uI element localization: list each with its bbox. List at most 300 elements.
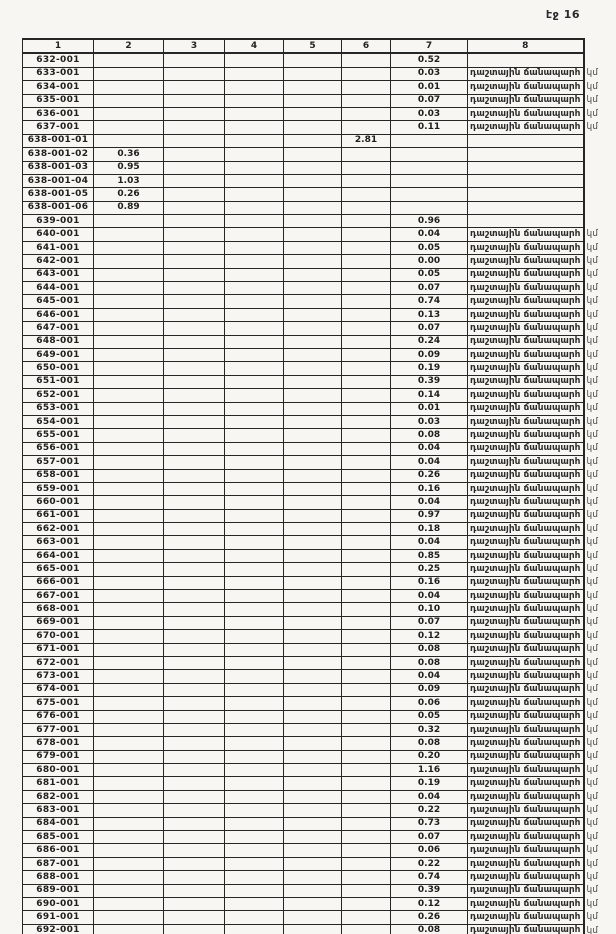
cell-col2 (94, 268, 164, 281)
cell-land-type: դաշտային ճանապարհ (468, 496, 584, 509)
cell-col4 (225, 670, 284, 683)
cell-parcel-id: 675-001 (23, 697, 94, 710)
cell-col7: 0.74 (391, 871, 468, 884)
cell-land-type: դաշտային ճանապարհ (468, 268, 584, 281)
cell-land-type: դաշտային ճանապարհ (468, 322, 584, 335)
cell-col3 (164, 616, 225, 629)
cell-col4 (225, 348, 284, 361)
cell-col4 (225, 67, 284, 80)
cell-col6 (342, 576, 391, 589)
cell-land-type: դաշտային ճանապարհ (468, 121, 584, 134)
cell-col7: 0.04 (391, 670, 468, 683)
cell-parcel-id: 664-001 (23, 549, 94, 562)
cell-parcel-id: 686-001 (23, 844, 94, 857)
cell-land-type: դաշտային ճանապարհ (468, 831, 584, 844)
cell-land-type: դաշտային ճանապարհ (468, 362, 584, 375)
table-row (23, 590, 610, 603)
cell-parcel-id: 634-001 (23, 81, 94, 94)
cell-col3 (164, 576, 225, 589)
cell-col7: 0.09 (391, 348, 468, 361)
cell-col4 (225, 777, 284, 790)
cell-unit (584, 215, 610, 228)
cell-unit: կմ (586, 871, 598, 882)
cell-land-type: դաշտային ճանապարհ (468, 429, 584, 442)
cell-col2 (94, 603, 164, 616)
cell-col3 (164, 389, 225, 402)
cell-unit: կմ (586, 416, 598, 427)
cell-col6 (342, 81, 391, 94)
cell-parcel-id: 673-001 (23, 670, 94, 683)
cell-unit: կմ (586, 443, 598, 454)
cell-parcel-id: 654-001 (23, 415, 94, 428)
cell-col5 (284, 94, 342, 107)
cell-col5 (284, 255, 342, 268)
cell-parcel-id: 646-001 (23, 308, 94, 321)
cell-unit: կմ (586, 885, 598, 896)
cell-col3 (164, 536, 225, 549)
cell-col7: 0.96 (391, 215, 468, 228)
cell-parcel-id: 681-001 (23, 777, 94, 790)
cell-land-type: դաշտային ճանապարհ (468, 549, 584, 562)
cell-land-type: դաշտային ճանապարհ (468, 817, 584, 830)
table-row (23, 121, 610, 134)
table-row (23, 53, 610, 67)
cell-parcel-id: 643-001 (23, 268, 94, 281)
cell-unit: կմ (586, 95, 598, 106)
cell-col3 (164, 764, 225, 777)
cell-land-type: դաշտային ճանապարհ (468, 750, 584, 763)
cell-land-type: դաշտային ճանապարհ (468, 804, 584, 817)
table-body (23, 53, 610, 934)
cell-col3 (164, 857, 225, 870)
cell-col4 (225, 241, 284, 254)
cell-col6 (342, 670, 391, 683)
cell-col2 (94, 790, 164, 803)
cell-unit: կմ (586, 496, 598, 507)
cell-parcel-id: 679-001 (23, 750, 94, 763)
cell-col7: 0.03 (391, 415, 468, 428)
cell-unit: կմ (586, 831, 598, 842)
cell-col6 (342, 482, 391, 495)
cell-col4 (225, 308, 284, 321)
cell-col5 (284, 670, 342, 683)
cell-col7: 0.52 (391, 53, 468, 67)
table-row (23, 148, 610, 161)
cell-col6 (342, 536, 391, 549)
cell-parcel-id: 651-001 (23, 375, 94, 388)
table-row (23, 107, 610, 120)
cell-parcel-id: 683-001 (23, 804, 94, 817)
cell-col3 (164, 656, 225, 669)
cell-parcel-id: 662-001 (23, 523, 94, 536)
cell-col7: 0.24 (391, 335, 468, 348)
cell-unit: կմ (586, 818, 598, 829)
cell-col6 (342, 215, 391, 228)
cell-unit: կմ (586, 912, 598, 923)
cell-land-type: դաշտային ճանապարհ (468, 295, 584, 308)
cell-col6 (342, 67, 391, 80)
cell-col5 (284, 616, 342, 629)
cell-col6 (342, 201, 391, 214)
cell-unit (584, 161, 610, 174)
cell-col4 (225, 482, 284, 495)
table-row (23, 683, 610, 696)
table-row (23, 255, 610, 268)
cell-col2 (94, 53, 164, 67)
cell-unit: կմ (586, 684, 598, 695)
cell-col3 (164, 442, 225, 455)
table-row (23, 456, 610, 469)
cell-unit: կմ (586, 644, 598, 655)
cell-col2 (94, 643, 164, 656)
cell-col3 (164, 268, 225, 281)
table-row (23, 496, 610, 509)
table-row (23, 777, 610, 790)
cell-col2 (94, 549, 164, 562)
table-row (23, 924, 610, 934)
cell-unit: կմ (586, 309, 598, 320)
cell-parcel-id: 685-001 (23, 831, 94, 844)
cell-col5 (284, 898, 342, 911)
cell-col6 (342, 549, 391, 562)
parcel-table (22, 38, 610, 934)
cell-unit: կմ (586, 523, 598, 534)
cell-col2: 0.95 (94, 161, 164, 174)
cell-col6 (342, 509, 391, 522)
cell-col4 (225, 764, 284, 777)
cell-col7 (391, 148, 468, 161)
cell-col2 (94, 523, 164, 536)
cell-col3 (164, 429, 225, 442)
cell-col3 (164, 67, 225, 80)
cell-col4 (225, 523, 284, 536)
cell-col3 (164, 308, 225, 321)
cell-parcel-id: 653-001 (23, 402, 94, 415)
cell-land-type (468, 148, 584, 161)
cell-col6 (342, 817, 391, 830)
table-row (23, 375, 610, 388)
cell-land-type: դաշտային ճանապարհ (468, 643, 584, 656)
cell-col5 (284, 415, 342, 428)
cell-land-type: դաշտային ճանապարհ (468, 630, 584, 643)
cell-land-type: դաշտային ճանապարհ (468, 509, 584, 522)
cell-land-type: դաշտային ճանապարհ (468, 911, 584, 924)
cell-col3 (164, 362, 225, 375)
cell-parcel-id: 665-001 (23, 563, 94, 576)
cell-col5 (284, 831, 342, 844)
cell-land-type: դաշտային ճանապարհ (468, 348, 584, 361)
cell-col4 (225, 161, 284, 174)
cell-col5 (284, 804, 342, 817)
cell-col3 (164, 630, 225, 643)
cell-col2 (94, 817, 164, 830)
cell-land-type: դաշտային ճանապարհ (468, 81, 584, 94)
cell-col7: 0.04 (391, 228, 468, 241)
cell-col6 (342, 121, 391, 134)
cell-col7: 0.14 (391, 389, 468, 402)
table-row (23, 710, 610, 723)
cell-col4 (225, 81, 284, 94)
cell-col4 (225, 817, 284, 830)
cell-land-type: դաշտային ճանապարհ (468, 523, 584, 536)
cell-col4 (225, 402, 284, 415)
cell-unit: կմ (586, 349, 598, 360)
table-row (23, 630, 610, 643)
table-row (23, 268, 610, 281)
cell-col3 (164, 348, 225, 361)
table-row (23, 362, 610, 375)
cell-col4 (225, 295, 284, 308)
table-row (23, 817, 610, 830)
cell-col5 (284, 643, 342, 656)
cell-col3 (164, 817, 225, 830)
cell-col3 (164, 643, 225, 656)
cell-col3 (164, 94, 225, 107)
cell-col6 (342, 295, 391, 308)
cell-col3 (164, 375, 225, 388)
cell-parcel-id: 661-001 (23, 509, 94, 522)
cell-parcel-id: 672-001 (23, 656, 94, 669)
cell-land-type (468, 53, 584, 67)
cell-col5 (284, 576, 342, 589)
cell-col6 (342, 322, 391, 335)
cell-land-type: դաշտային ճանապարհ (468, 228, 584, 241)
cell-col2 (94, 710, 164, 723)
cell-land-type: դաշտային ճանապարհ (468, 924, 584, 934)
cell-col3 (164, 697, 225, 710)
cell-land-type (468, 161, 584, 174)
cell-col6 (342, 496, 391, 509)
cell-col5 (284, 790, 342, 803)
cell-col5 (284, 148, 342, 161)
cell-col6 (342, 656, 391, 669)
cell-land-type: դաշտային ճանապարհ (468, 482, 584, 495)
cell-col5 (284, 683, 342, 696)
cell-col4 (225, 335, 284, 348)
cell-col6 (342, 415, 391, 428)
cell-col5 (284, 389, 342, 402)
cell-col6 (342, 389, 391, 402)
cell-col2 (94, 469, 164, 482)
cell-col6 (342, 683, 391, 696)
table-row (23, 737, 610, 750)
cell-col2 (94, 456, 164, 469)
cell-col5 (284, 174, 342, 187)
cell-col5 (284, 53, 342, 67)
cell-land-type: դաշտային ճանապարհ (468, 616, 584, 629)
cell-col6 (342, 871, 391, 884)
cell-col4 (225, 630, 284, 643)
cell-col7: 0.12 (391, 630, 468, 643)
cell-land-type: դաշտային ճանապարհ (468, 563, 584, 576)
cell-col7: 0.12 (391, 898, 468, 911)
cell-col2 (94, 831, 164, 844)
cell-parcel-id: 668-001 (23, 603, 94, 616)
cell-land-type: դաշտային ճանապարհ (468, 375, 584, 388)
page-number-label: էջ 16 (545, 8, 580, 21)
cell-col6 (342, 857, 391, 870)
cell-col6 (342, 790, 391, 803)
cell-parcel-id: 638-001-04 (23, 174, 94, 187)
cell-col4 (225, 710, 284, 723)
cell-col7: 0.85 (391, 549, 468, 562)
cell-unit: կմ (586, 711, 598, 722)
cell-parcel-id: 687-001 (23, 857, 94, 870)
table-row (23, 415, 610, 428)
cell-col3 (164, 201, 225, 214)
cell-land-type: դաշտային ճանապարհ (468, 884, 584, 897)
cell-col7 (391, 188, 468, 201)
cell-col7: 0.04 (391, 442, 468, 455)
cell-col7: 0.01 (391, 402, 468, 415)
table-row (23, 603, 610, 616)
table-row (23, 857, 610, 870)
table-row (23, 402, 610, 415)
cell-col3 (164, 402, 225, 415)
cell-land-type: դաշտային ճանապարհ (468, 683, 584, 696)
cell-land-type: դաշտային ճանապարհ (468, 723, 584, 736)
table-row (23, 536, 610, 549)
cell-unit: կմ (586, 791, 598, 802)
cell-col4 (225, 389, 284, 402)
cell-parcel-id: 670-001 (23, 630, 94, 643)
cell-land-type: դաշտային ճանապարհ (468, 790, 584, 803)
table-row (23, 670, 610, 683)
cell-col6 (342, 174, 391, 187)
cell-col7: 0.18 (391, 523, 468, 536)
table-row (23, 241, 610, 254)
cell-col6 (342, 228, 391, 241)
cell-col4 (225, 121, 284, 134)
cell-unit (584, 53, 610, 67)
cell-col6 (342, 911, 391, 924)
table-row (23, 576, 610, 589)
cell-col6 (342, 282, 391, 295)
cell-col5 (284, 469, 342, 482)
cell-col6 (342, 523, 391, 536)
cell-col4 (225, 496, 284, 509)
cell-col2 (94, 683, 164, 696)
cell-col5 (284, 241, 342, 254)
cell-land-type: դաշտային ճանապարհ (468, 737, 584, 750)
cell-col4 (225, 228, 284, 241)
cell-unit: կմ (586, 697, 598, 708)
cell-unit: կմ (586, 483, 598, 494)
cell-unit: կմ (586, 898, 598, 909)
cell-unit: կմ (586, 764, 598, 775)
cell-col3 (164, 844, 225, 857)
cell-col4 (225, 456, 284, 469)
cell-land-type: դաշտային ճանապարհ (468, 898, 584, 911)
cell-land-type: դաշտային ճանապարհ (468, 603, 584, 616)
cell-parcel-id: 638-001-06 (23, 201, 94, 214)
cell-col7: 0.04 (391, 590, 468, 603)
cell-parcel-id: 689-001 (23, 884, 94, 897)
cell-col2 (94, 322, 164, 335)
cell-unit: կմ (586, 296, 598, 307)
cell-col7: 0.08 (391, 656, 468, 669)
cell-col6 (342, 402, 391, 415)
table-row (23, 804, 610, 817)
table-row (23, 884, 610, 897)
cell-unit: կմ (586, 550, 598, 561)
cell-col5 (284, 161, 342, 174)
cell-land-type: դաշտային ճանապարհ (468, 670, 584, 683)
cell-col4 (225, 536, 284, 549)
cell-col7: 0.32 (391, 723, 468, 736)
table-row (23, 871, 610, 884)
cell-unit: կմ (586, 657, 598, 668)
cell-col6 (342, 241, 391, 254)
cell-parcel-id: 638-001-05 (23, 188, 94, 201)
cell-col6 (342, 308, 391, 321)
table-row (23, 616, 610, 629)
cell-col7: 0.04 (391, 496, 468, 509)
column-header-6: 6 (342, 39, 391, 53)
cell-col5 (284, 188, 342, 201)
cell-col3 (164, 161, 225, 174)
cell-unit: կմ (586, 630, 598, 641)
cell-col5 (284, 723, 342, 736)
cell-unit (584, 134, 610, 147)
cell-col2 (94, 375, 164, 388)
cell-col5 (284, 630, 342, 643)
cell-col4 (225, 563, 284, 576)
cell-parcel-id: 642-001 (23, 255, 94, 268)
cell-unit: կմ (586, 282, 598, 293)
cell-unit: կմ (586, 537, 598, 548)
cell-parcel-id: 632-001 (23, 53, 94, 67)
cell-parcel-id: 655-001 (23, 429, 94, 442)
cell-col7: 0.39 (391, 884, 468, 897)
cell-col4 (225, 282, 284, 295)
cell-land-type (468, 215, 584, 228)
cell-col3 (164, 456, 225, 469)
cell-col3 (164, 415, 225, 428)
cell-col7: 0.19 (391, 362, 468, 375)
cell-col7: 0.97 (391, 509, 468, 522)
cell-land-type: դաշտային ճանապարհ (468, 844, 584, 857)
cell-land-type: դաշտային ճանապարհ (468, 67, 584, 80)
cell-col7: 0.20 (391, 750, 468, 763)
cell-col5 (284, 402, 342, 415)
cell-col7: 0.16 (391, 482, 468, 495)
table-row (23, 308, 610, 321)
table-row (23, 482, 610, 495)
cell-col6 (342, 590, 391, 603)
cell-unit: կմ (586, 804, 598, 815)
cell-col7: 0.26 (391, 469, 468, 482)
table-header-row (23, 39, 610, 53)
cell-col7 (391, 134, 468, 147)
cell-col7 (391, 161, 468, 174)
cell-col5 (284, 456, 342, 469)
cell-col3 (164, 723, 225, 736)
cell-col6 (342, 375, 391, 388)
cell-col5 (284, 884, 342, 897)
cell-col5 (284, 656, 342, 669)
cell-col5 (284, 201, 342, 214)
cell-col6: 2.81 (342, 134, 391, 147)
cell-col2 (94, 804, 164, 817)
cell-land-type: դաշտային ճանապարհ (468, 697, 584, 710)
cell-col2 (94, 536, 164, 549)
cell-unit (584, 174, 610, 187)
cell-col3 (164, 107, 225, 120)
cell-col2 (94, 67, 164, 80)
cell-col5 (284, 737, 342, 750)
cell-col7: 0.03 (391, 67, 468, 80)
